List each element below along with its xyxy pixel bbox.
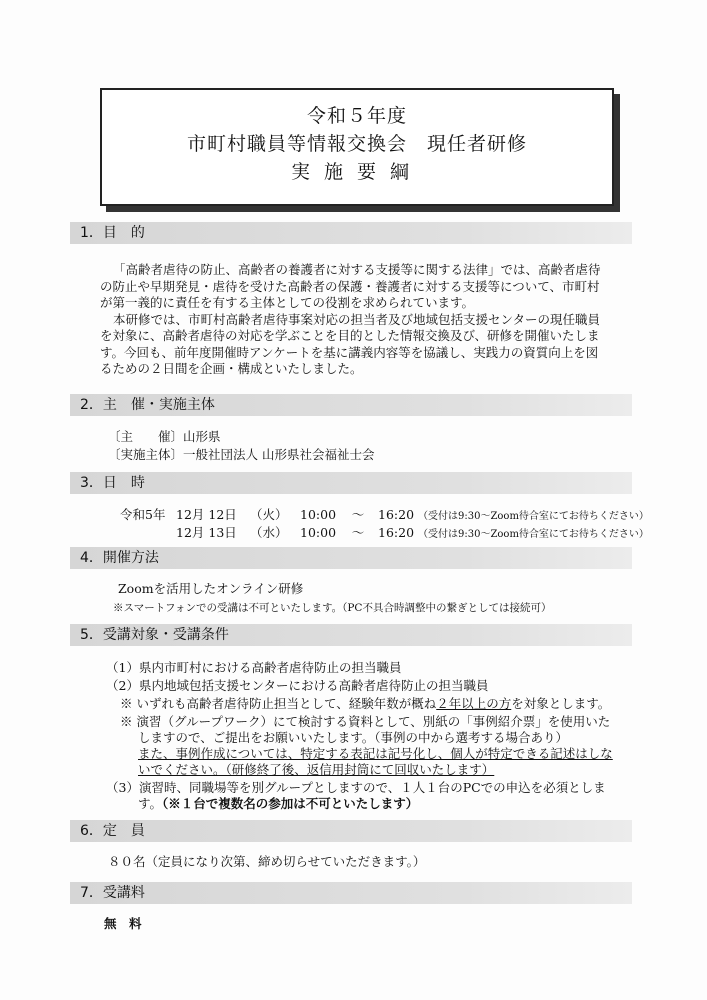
title-main: 市町村職員等情報交換会 現任者研修 xyxy=(186,133,527,155)
schedule-dow-1: （火） xyxy=(250,507,288,522)
capacity-text: ８０名（定員になり次第、締め切らせていただきます。） xyxy=(108,854,426,869)
title-year: 令和５年度 xyxy=(306,105,407,127)
section-heading-eligibility: 5．受講対象・受講条件 xyxy=(70,624,632,646)
title-sub: 実施要綱 xyxy=(290,161,423,183)
purpose-p2-l3: す。今回も、前年度開催時アンケートを基に講義内容等を協議し、実践力の資質向上を図 xyxy=(100,344,599,360)
eligibility-note-2-l3: また、事例作成については、特定する表記は記号化し、個人が特定できる記述はしな xyxy=(138,746,613,761)
item3-bold: （※１台で複数名の参加は不可といたします） xyxy=(162,796,419,811)
implementer-label: 〔実施主体〕 xyxy=(108,447,184,462)
schedule-row-2 xyxy=(120,524,649,543)
fee-text: 無 料 xyxy=(104,916,142,931)
schedule-date-2: 12月 13日 xyxy=(176,525,237,540)
organizer-row xyxy=(108,428,221,445)
item3-l2-text: す。 xyxy=(138,796,163,811)
section-heading-organizer: 2．主 催・実施主体 xyxy=(70,394,632,416)
eligibility-note-1 xyxy=(120,695,610,712)
eligibility-note-2-l2: しますので、ご提出をお願いいたします。（事例の中から選考する場合あり） xyxy=(138,730,569,745)
eligibility-note-2-l1: ※ 演習（グループワーク）にて検討する資料として、別紙の「事例紹介票」を使用いた xyxy=(120,714,611,729)
schedule-era: 令和5年 xyxy=(120,507,166,522)
schedule-start-1: 10:00 xyxy=(300,507,337,522)
purpose-paragraph xyxy=(100,262,630,378)
eligibility-item-1: （1）県内市町村における高齢者虐待防止の担当職員 xyxy=(106,660,402,675)
title-box xyxy=(100,88,614,206)
section-heading-capacity: 6．定 員 xyxy=(70,820,632,842)
method-line-1: Zoomを活用したオンライン研修 xyxy=(118,581,304,596)
implementer-row xyxy=(108,446,375,463)
implementer-value: 一般社団法人 山形県社会福祉士会 xyxy=(183,447,375,462)
purpose-p1-l3: が第一義的に責任を有する主体としての役割を求められています。 xyxy=(100,295,475,310)
eligibility-note-2-l4: いでください。（研修終了後、返信用封筒にて回収いたします） xyxy=(138,762,495,777)
section-heading-fee: 7．受講料 xyxy=(70,882,632,904)
eligibility-item-3-l1: （3）演習時、同職場等を別グループとしますので、１人１台のPCでの申込を必須としま xyxy=(106,780,606,795)
section-heading-method: 4．開催方法 xyxy=(70,547,632,569)
purpose-p2-l1: 本研修では、市町村高齢者虐待事案対応の担当者及び地域包括支援センターの現任職員 xyxy=(113,311,601,327)
schedule-end-2: 16:20 xyxy=(378,525,415,540)
schedule-dow-2: （水） xyxy=(250,525,288,540)
purpose-p1-l1: 「高齢者虐待の防止、高齢者の養護者に対する支援等に関する法律」では、高齢者虐待 xyxy=(113,262,601,277)
purpose-p1-l2: の防止や早期発見・虐待を受けた高齢者の保護・養護者に対する支援等について、市町村 xyxy=(100,278,600,294)
section-heading-schedule: 3．日 時 xyxy=(70,472,632,494)
schedule-tilde-2: ～ xyxy=(351,525,365,540)
schedule-note-2: （受付は9:30～Zoom待合室にてお待ちください） xyxy=(418,529,649,540)
schedule-date-1: 12月 12日 xyxy=(176,507,237,522)
schedule-tilde-1: ～ xyxy=(351,507,365,522)
eligibility-item-3-l2 xyxy=(138,795,418,812)
purpose-p2-l2: を対象に、高齢者虐待の対応を学ぶことを目的とした情報交換及び、研修を開催いたしま xyxy=(100,328,600,343)
section-heading-purpose: 1．目 的 xyxy=(70,222,632,244)
purpose-p2-l4: るための２日間を企画・構成といたしました。 xyxy=(100,361,363,376)
schedule-end-1: 16:20 xyxy=(378,507,415,522)
eligibility-item-2: （2）県内地域包括支援センターにおける高齢者虐待防止の担当職員 xyxy=(106,678,489,693)
schedule-start-2: 10:00 xyxy=(300,525,337,540)
organizer-label: 〔主 催〕 xyxy=(108,429,184,444)
note1-pre: ※ いずれも高齢者虐待防止担当として、経験年数が概ね xyxy=(120,696,437,711)
organizer-value: 山形県 xyxy=(183,429,221,444)
note1-post: を対象とします。 xyxy=(511,696,611,711)
schedule-note-1: （受付は9:30～Zoom待合室にてお待ちください） xyxy=(418,511,649,522)
method-line-2: ※スマートフォンでの受講は不可といたします。（PC不具合時調整中の繋ぎとしては接続可） xyxy=(113,602,552,614)
schedule-row-1 xyxy=(120,506,649,525)
note1-underlined: ２年以上の方 xyxy=(436,696,512,711)
